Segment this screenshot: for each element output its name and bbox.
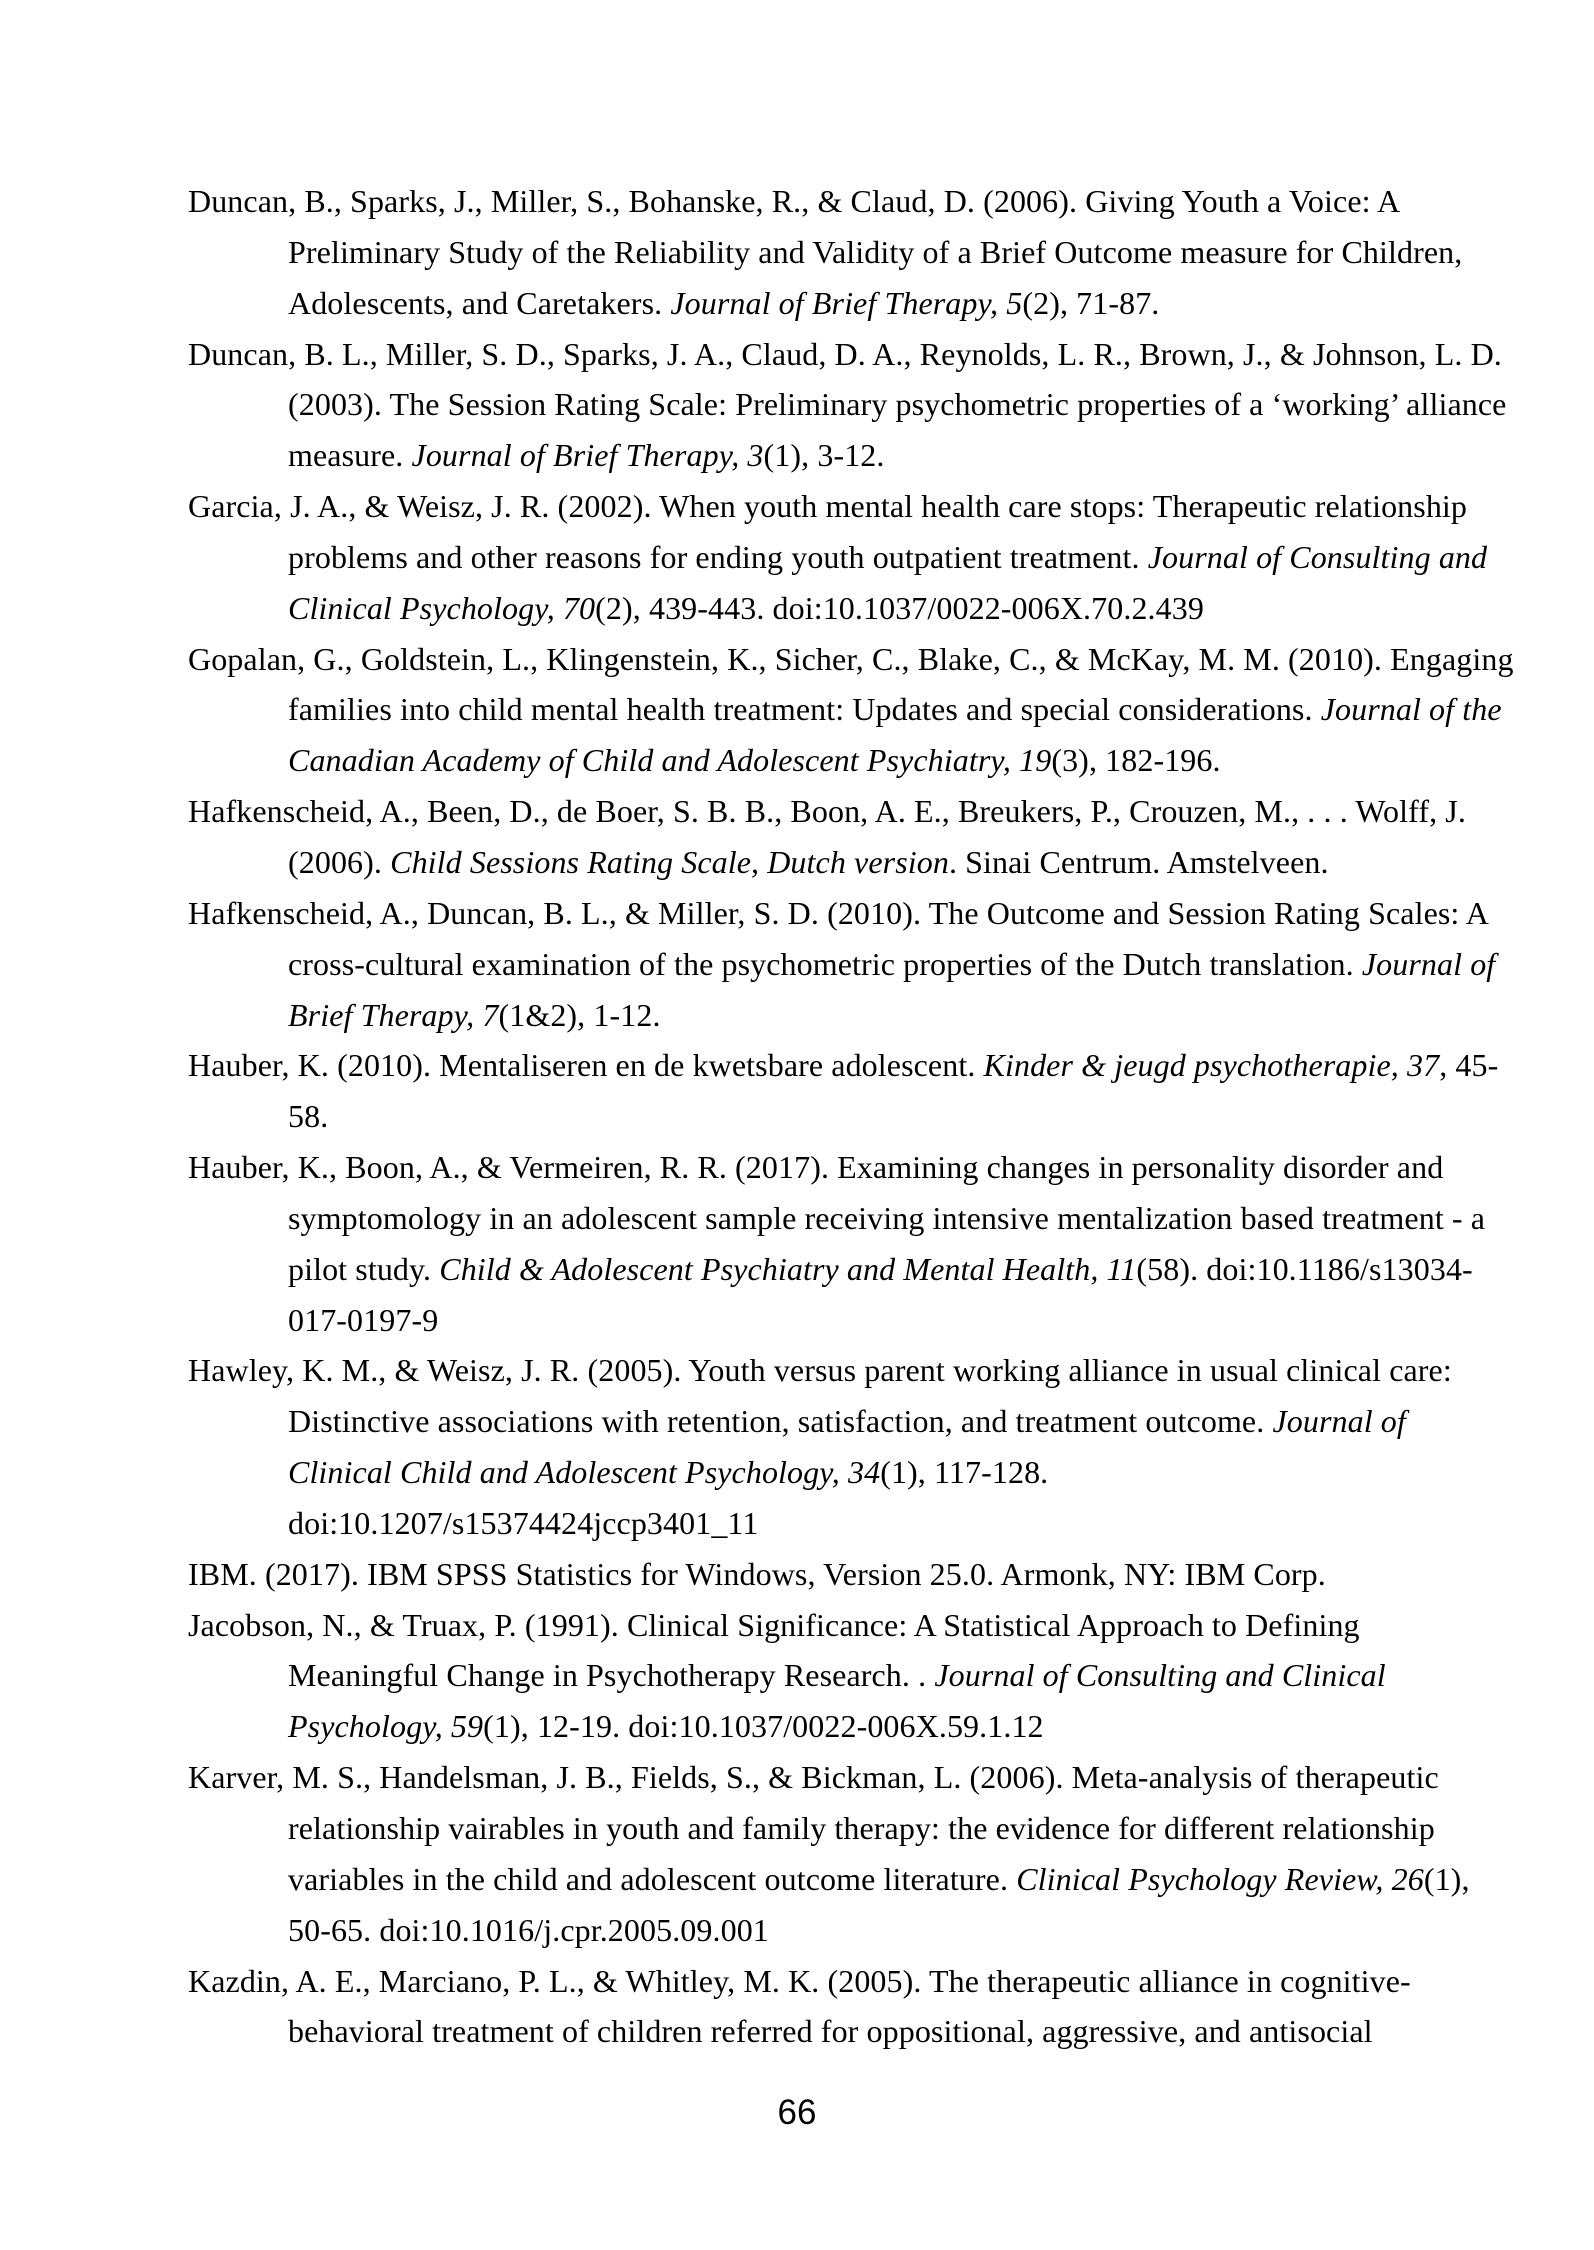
reference-text-segment: behavioral treatment of children referred for oppositional, aggressive, and antisocial [288,2013,1373,2050]
reference-line [188,939,1496,990]
reference-line [188,532,1488,583]
reference-text-segment: (3), 182-196. [1051,742,1221,779]
reference-entry [188,1345,1468,1548]
reference-italic-segment: Journal of the [1320,691,1502,728]
reference-text-segment: Hafkenscheid, A., Duncan, B. L., & Miller, S. D. (2010). The Outcome and Session Rating Scales: A [188,894,1489,931]
reference-line [188,1498,1468,1549]
reference-text-segment: symptomology in an adolescent sample receiving intensive mentalization based treatment - a [288,1199,1486,1236]
reference-entry [188,1752,1468,1955]
reference-text-segment: Adolescents, and Caretakers. [288,284,671,321]
reference-line [188,1142,1468,1193]
reference-line [188,379,1507,430]
reference-entry [188,1956,1468,2058]
reference-italic-segment: Journal of [1272,1403,1406,1440]
reference-text-segment: Garcia, J. A., & Weisz, J. R. (2002). When youth mental health care stops: Therapeutic relationship [188,488,1468,525]
reference-text-segment: relationship vairables in youth and family therapy: the evidence for different relationship [288,1810,1435,1846]
reference-line [188,1650,1468,1701]
reference-text-segment: (1), [1423,1860,1470,1897]
reference-text-segment: Hauber, K., Boon, A., & Vermeiren, R. R. (2017). Examining changes in personality disorder and [188,1149,1444,1186]
reference-line [188,329,1502,380]
reference-line [188,1854,1468,1905]
reference-text-segment: variables in the child and adolescent outcome literature. [288,1860,1017,1897]
reference-text-segment: cross-cultural examination of the psychometric properties of the Dutch translation. [288,945,1362,982]
reference-text-segment: (1), 12-19. doi:10.1037/0022-006X.59.1.12 [483,1708,1044,1745]
reference-line [188,735,1468,786]
reference-italic-segment: Kinder & jeugd psychotherapie, 37 [983,1047,1440,1084]
reference-text-segment: , 45- [1439,1047,1499,1084]
reference-entry [188,888,1496,1041]
reference-line [188,1295,1468,1346]
reference-entry [188,1600,1468,1753]
reference-text-segment: doi:10.1207/s15374424jccp3401_11 [288,1504,759,1541]
reference-line [188,481,1468,532]
reference-line [188,634,1514,685]
reference-line [188,1701,1468,1752]
reference-italic-segment: Child Sessions Rating Scale, Dutch version [390,843,949,880]
reference-entry [188,481,1488,634]
reference-text-segment: Meaningful Change in Psychotherapy Research. . [288,1657,935,1694]
reference-line [188,1345,1468,1396]
reference-text-segment: Distinctive associations with retention, satisfaction, and treatment outcome. [288,1403,1273,1440]
reference-line [188,1956,1468,2007]
reference-italic-segment: Brief Therapy, 7 [288,996,499,1033]
reference-line [188,1549,1468,1600]
reference-text-segment: (2), 439-443. doi:10.1037/0022-006X.70.2.439 [595,589,1204,626]
references-list [188,176,1514,2057]
reference-italic-segment: Canadian Academy of Child and Adolescent Psychiatry, 19 [288,742,1052,779]
reference-line [188,583,1468,634]
reference-text-segment: Kazdin, A. E., Marciano, P. L., & Whitley, M. K. (2005). The therapeutic alliance in cognitive- [188,1962,1411,1999]
reference-line [188,1193,1486,1244]
reference-text-segment: (1), 3-12. [763,437,885,474]
reference-entry [188,1040,1499,1142]
reference-text-segment: measure. [288,437,412,474]
reference-line [188,1905,1468,1956]
reference-line [188,684,1502,735]
reference-text-segment: IBM. (2017). IBM SPSS Statistics for Windows, Version 25.0. Armonk, NY: IBM Corp. [188,1555,1326,1592]
reference-line [188,1752,1468,1803]
reference-text-segment: problems and other reasons for ending youth outpatient treatment. [288,538,1148,575]
reference-text-segment: 50-65. doi:10.1016/j.cpr.2005.09.001 [288,1911,769,1948]
reference-italic-segment: Child & Adolescent Psychiatry and Mental Health, 11 [439,1250,1137,1287]
reference-text-segment: . Sinai Centrum. Amstelveen. [948,843,1329,880]
reference-text-segment: Duncan, B., Sparks, J., Miller, S., Bohanske, R., & Claud, D. (2006). Giving Youth a Voice: A [188,183,1401,219]
reference-entry [188,634,1514,787]
reference-line [188,2006,1468,2057]
reference-text-segment: (1&2), 1-12. [498,996,661,1033]
reference-entry [188,329,1507,482]
reference-italic-segment: Journal of Consulting and [1147,538,1488,575]
reference-italic-segment: Journal of [1361,945,1496,982]
reference-line [188,837,1468,888]
reference-text-segment: Karver, M. S., Handelsman, J. B., Fields, S., & Bickman, L. (2006). Meta-analysis of therapeutic [188,1759,1439,1796]
reference-line [188,1091,1468,1142]
reference-entry [188,1549,1468,1600]
reference-italic-segment: Clinical Psychology, 70 [288,589,596,626]
page-number: 66 [777,2093,817,2132]
reference-text-segment: Jacobson, N., & Truax, P. (1991). Clinical Significance: A Statistical Approach to Defining [188,1606,1360,1643]
reference-text-segment: Hafkenscheid, A., Been, D., de Boer, S. B. B., Boon, A. E., Breukers, P., Crouzen, M., . . . Wolff, J. [188,793,1466,830]
reference-line [188,1447,1468,1498]
reference-line [188,990,1468,1041]
reference-line [188,1600,1468,1651]
reference-line [188,786,1468,837]
reference-text-segment: (2006). [288,843,391,880]
reference-text-segment: 58. [288,1098,329,1135]
reference-text-segment: (1), 117-128. [880,1454,1049,1491]
reference-text-segment: (2), 71-87. [1022,284,1160,321]
reference-text-segment: 017-0197-9 [288,1301,439,1338]
reference-text-segment: Preliminary Study of the Reliability and Validity of a Brief Outcome measure for Children, [288,233,1463,270]
reference-entry [188,176,1468,329]
reference-entry [188,1142,1486,1345]
reference-text-segment: Hawley, K. M., & Weisz, J. R. (2005). Youth versus parent working alliance in usual clinical care: [188,1352,1452,1389]
reference-italic-segment: Journal of Brief Therapy, 3 [411,437,764,474]
reference-italic-segment: Journal of Brief Therapy, 5 [670,284,1023,321]
reference-entry [188,786,1468,888]
reference-italic-segment: Clinical Psychology Review, 26 [1016,1860,1424,1897]
reference-line [188,1040,1499,1091]
reference-line [188,430,1468,481]
reference-line [188,227,1468,278]
reference-line [188,176,1468,227]
reference-text-segment: (58). doi:10.1186/s13034- [1136,1250,1473,1287]
reference-italic-segment: Journal of Consulting and Clinical [934,1657,1386,1694]
reference-line [188,278,1468,329]
reference-line [188,888,1489,939]
reference-line [188,1803,1468,1854]
reference-text-segment: Hauber, K. (2010). Mentaliseren en de kwetsbare adolescent. [188,1047,984,1084]
reference-line [188,1396,1468,1447]
reference-text-segment: pilot study. [288,1250,440,1287]
reference-text-segment: families into child mental health treatment: Updates and special considerations. [288,691,1321,728]
reference-line [188,1244,1473,1295]
reference-text-segment: Gopalan, G., Goldstein, L., Klingenstein, K., Sicher, C., Blake, C., & McKay, M. M. (2010). Engaging [188,640,1514,677]
reference-italic-segment: Psychology, 59 [288,1708,484,1745]
reference-text-segment: Duncan, B. L., Miller, S. D., Sparks, J. A., Claud, D. A., Reynolds, L. R., Brown, J., & Johnson, L. D. [188,335,1502,372]
reference-text-segment: (2003). The Session Rating Scale: Preliminary psychometric properties of a ‘working’ alliance [288,386,1507,423]
reference-italic-segment: Clinical Child and Adolescent Psychology, 34 [288,1454,881,1491]
